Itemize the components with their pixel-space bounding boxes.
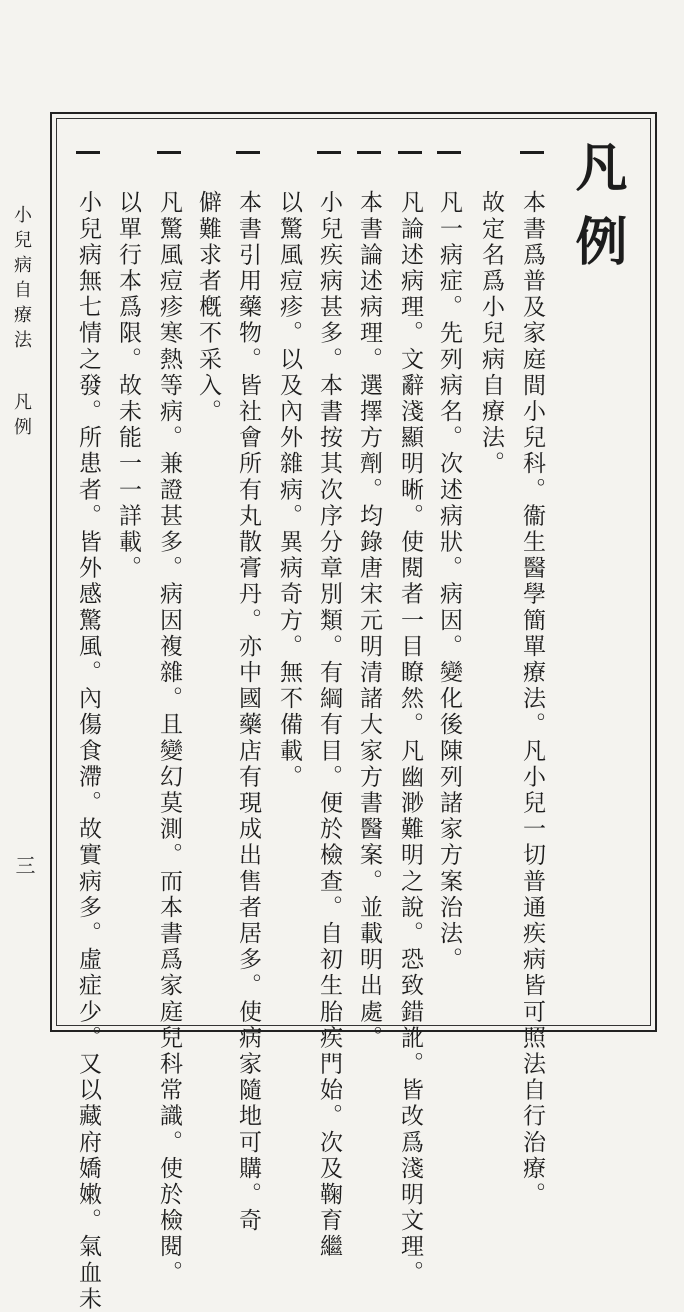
margin-book-title: 小兒病自療法	[11, 205, 32, 355]
text-column: 小兒疾病甚多。本書按其次序分章別類。有綱有目。便於檢查。自初生胎疾門始。次及鞠育繼	[316, 190, 342, 1261]
text-column: 小兒病無七情之發。所患者。皆外感驚風。內傷食滯。故實病多。虛症少。又以藏府嬌嫩。氣血未	[75, 190, 101, 1312]
text-column: 以單行本爲限。故未能一一詳載。	[115, 190, 141, 582]
bullet-dash	[520, 151, 544, 154]
text-column: 本書爲普及家庭間小兒科。衞生醫學簡單療法。凡小兒一切普通疾病皆可照法自行治療。	[519, 190, 545, 1208]
text-column: 凡論述病理。文辭淺顯明晰。使閱者一目瞭然。凡幽渺難明之說。恐致錯訛。皆改爲淺明文理。	[397, 190, 423, 1287]
text-column: 以驚風痘疹。以及內外雜病。異病奇方。無不備載。	[276, 190, 302, 791]
bullet-dash	[236, 151, 260, 154]
text-column: 本書引用藥物。皆社會所有丸散膏丹。亦中國藥店有現成出售者居多。使病家隨地可購。奇	[235, 190, 261, 1234]
bullet-dash	[398, 151, 422, 154]
text-column: 凡一病症。先列病名。次述病狀。病因。變化後陳列諸家方案治法。	[436, 190, 462, 973]
bullet-dash	[437, 151, 461, 154]
page-number: 三	[12, 855, 36, 875]
page-border-inner	[56, 118, 651, 1026]
text-column: 僻難求者槪不采入。	[195, 190, 221, 425]
text-column: 本書論述病理。選擇方劑。均錄唐宋元明清諸大家方書醫案。並載明出處。	[356, 190, 382, 1052]
margin-section-title: 凡例	[11, 392, 32, 442]
bullet-dash	[357, 151, 381, 154]
text-column: 故定名爲小兒病自療法。	[478, 190, 504, 478]
bullet-dash	[317, 151, 341, 154]
bullet-dash	[157, 151, 181, 154]
bullet-dash	[76, 151, 100, 154]
text-column: 凡驚風痘疹寒熱等病。兼證甚多。病因複雜。且變幻莫測。而本書爲家庭兒科常識。使於檢閱。	[156, 190, 182, 1287]
page-heading: 凡例	[566, 140, 627, 288]
